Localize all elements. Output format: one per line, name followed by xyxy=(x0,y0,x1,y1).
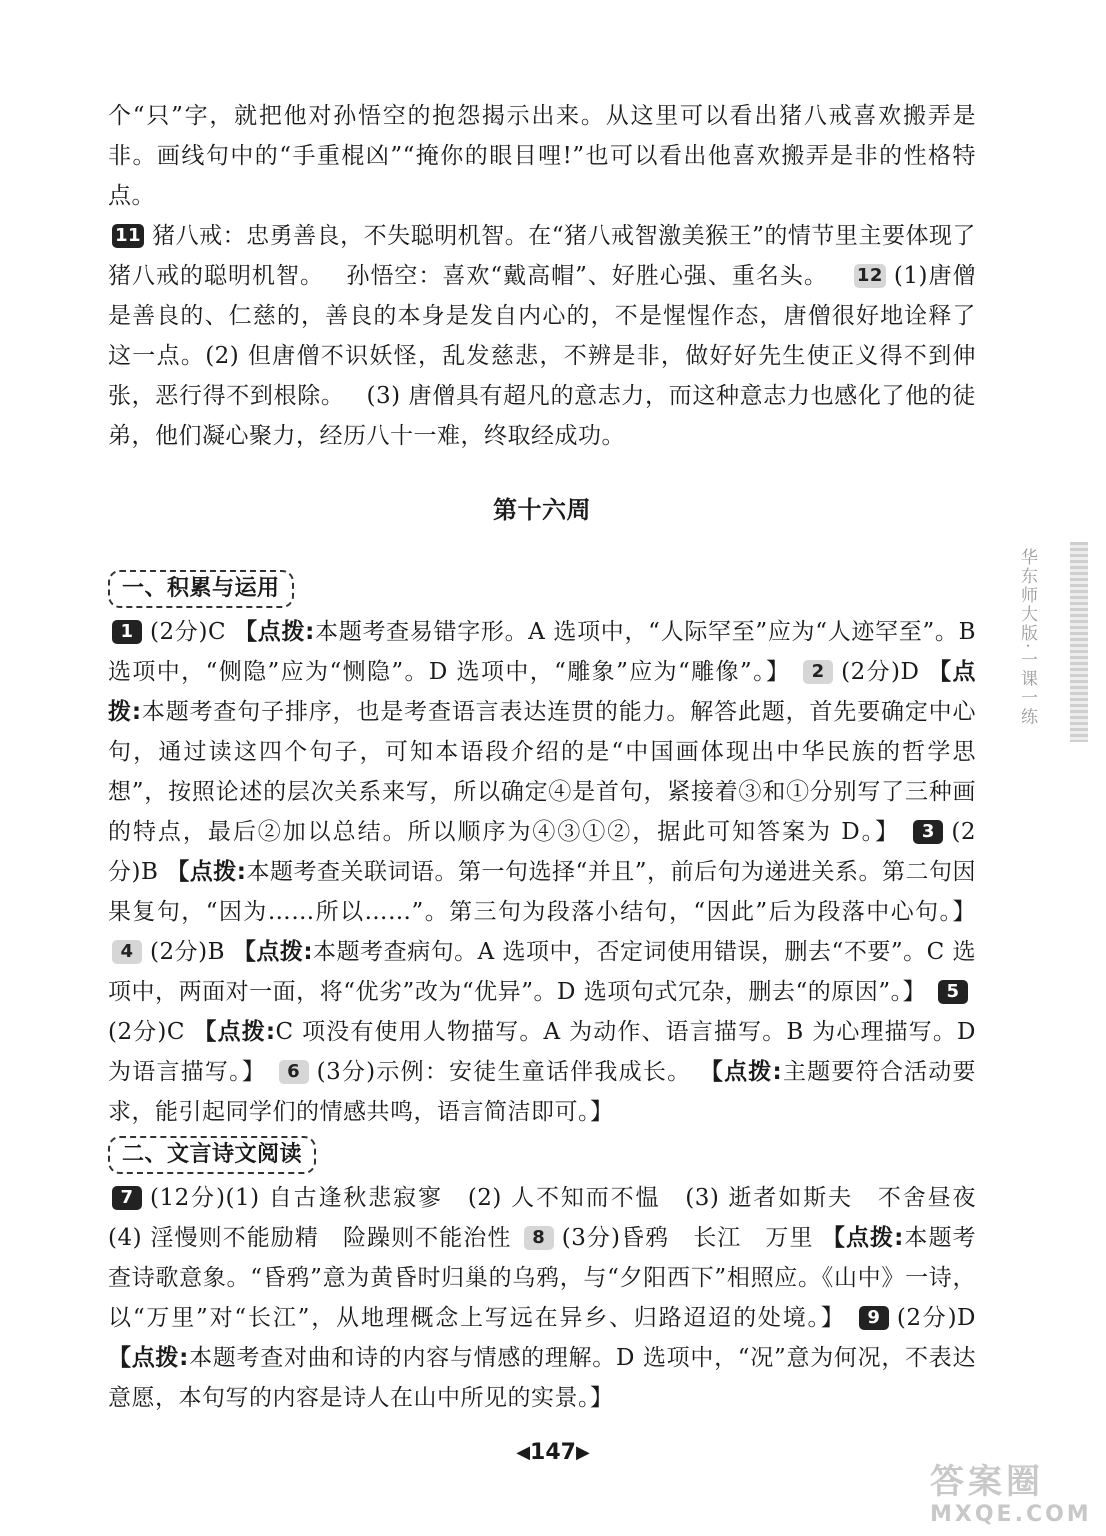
page-content xyxy=(108,96,1000,1418)
tip-text: 本题考查易错字形。A 选项中，“人际罕至”应为“人迹罕至”。B 选项中，“侧隐”应为“恻隐”。D 选项中，“雕象”应为“雕像”。】 xyxy=(108,619,977,685)
answer-text: (1) 自古逢秋悲寂寥 (2) 人不知而不愠 (3) 逝者如斯夫 不舍昼夜 (4) 淫慢则不能励精 险躁则不能治性 xyxy=(108,1185,1000,1251)
page-number-text: 147 xyxy=(530,1440,576,1465)
question-number-9: 9 xyxy=(859,1306,889,1330)
side-decoration-bar xyxy=(1070,542,1088,742)
question-number-3: 3 xyxy=(913,820,943,844)
side-book-label: 华东师大版·一课一练 xyxy=(1017,548,1037,727)
tip-text: 本题考查句子排序，也是考查语言表达连贯的能力。解答此题，首先要确定中心句，通过读这四个句子，可知本语段介绍的是“中国画体现出中华民族的哲学思想”，按照论述的层次关系来写，所以确定④是首句，紧接着③和①分别写了三种画的特点，最后②加以总结。所以顺序为④③①②，据此可知答案为 D。】 xyxy=(108,699,977,845)
question-number-7: 7 xyxy=(112,1186,142,1210)
section-heading-2: 二、文言诗文阅读 xyxy=(108,1136,316,1174)
tip-text: 本题考查病句。A 选项中，否定词使用错误，删去“不要”。C 选项中，两面对一面，将“优劣”改为“优异”。D 选项句式冗杂，删去“的原因”。】 xyxy=(108,939,977,1005)
tip-label: 【点拨: xyxy=(108,1345,189,1371)
question-number-11: 11 xyxy=(112,224,144,248)
answer-text: (1)唐僧是善良的、仁慈的，善良的本身是发自内心的，不是惺惺作态，唐僧很好地诠释了这一点。(2) 但唐僧不识妖怪，乱发慈悲，不辨是非，做好好先生使正义得不到伸张，恶行得不到根除。 xyxy=(108,263,976,409)
week-title: 第十六周 xyxy=(493,496,591,524)
watermark-domain: MXQE.COM xyxy=(930,1502,1092,1527)
tip-label: 【点拨: xyxy=(166,859,247,885)
tip-label: 【点拨: xyxy=(699,1059,783,1085)
score: (3分)示例：安徒生童话伴我成长。 xyxy=(316,1059,692,1085)
score: (2分)B xyxy=(108,819,976,885)
answer-text: 猪八戒：忠勇善良，不失聪明机智。在“猪八戒智激美猴王”的情节里主要体现了猪八戒的聪明机智。 xyxy=(108,223,976,289)
left-arrow-icon: ◀ xyxy=(516,1442,531,1463)
paragraph-continued xyxy=(108,96,976,216)
question-number-5: 5 xyxy=(938,980,968,1004)
score: (2分)D xyxy=(841,659,920,685)
right-arrow-icon: ▶ xyxy=(575,1442,590,1463)
tip-label: 【点拨: xyxy=(232,939,314,965)
score: (2分)C xyxy=(150,619,227,645)
score: (2分)D xyxy=(896,1305,976,1331)
question-number-2: 2 xyxy=(803,660,833,684)
watermark-text: 答案圈 xyxy=(930,1462,1044,1502)
answer-text: 孙悟空：喜欢“戴高帽”、好胜心强、重名头。 xyxy=(345,263,828,289)
tip-text: C 项没有使用人物描写。A 为动作、语言描写。B 为心理描写。D 为语言描写。】 xyxy=(108,1019,976,1085)
tip-text: 本题考查关联词语。第一句选择“并且”，前后句为递进关系。第二句因果复句，“因为……所以……”。第三句为段落小结句，“因此”后为段落中心句。】 xyxy=(108,859,977,925)
tip-label: 【点拨: xyxy=(108,659,977,725)
tip-label: 【点拨: xyxy=(234,619,315,645)
answer-text: 个“只”字，就把他对孙悟空的抱怨揭示出来。从这里可以看出猪八戒喜欢搬弄是非。画线句中的“手重棍凶”“掩你的眼目哩!”也可以看出他喜欢搬弄是非的性格特点。 xyxy=(108,103,976,209)
watermark-logo xyxy=(930,1462,1100,1532)
question-number-1: 1 xyxy=(112,620,142,644)
tip-label: 【点拨: xyxy=(821,1225,904,1251)
score: (2分)B xyxy=(150,939,225,965)
question-number-4: 4 xyxy=(112,940,142,964)
score: (3分)昏鸦 长江 万里 xyxy=(561,1225,814,1251)
answer-11-12 xyxy=(108,216,976,456)
section-heading-1: 一、积累与运用 xyxy=(108,570,294,608)
tip-text: 本题考查对曲和诗的内容与情感的理解。D 选项中，“况”意为何况，不表达意愿，本句写的内容是诗人在山中所见的实景。】 xyxy=(108,1345,976,1411)
question-number-12: 12 xyxy=(854,264,886,288)
tip-text: 本题考查诗歌意象。“昏鸦”意为黄昏时归巢的乌鸦，与“夕阳西下”相照应。《山中》一诗，以“万里”对“长江”，从地理概念上写远在异乡、归路迢迢的处境。】 xyxy=(108,1225,976,1331)
tip-text: 主题要符合活动要求，能引起同学们的情感共鸣，语言简洁即可。】 xyxy=(108,1059,977,1125)
score: (2分)C xyxy=(108,1019,185,1045)
question-number-8: 8 xyxy=(524,1226,554,1250)
score: (12分) xyxy=(150,1185,226,1211)
section-1-answers xyxy=(108,612,976,1132)
answer-text: (3) 唐僧具有超凡的意志力，而这种意志力也感化了他的徒弟，他们凝心聚力，经历八十一难，终取经成功。 xyxy=(108,383,977,449)
tip-label: 【点拨: xyxy=(193,1019,276,1045)
section-2-answers xyxy=(108,1178,1000,1418)
question-number-6: 6 xyxy=(279,1060,309,1084)
